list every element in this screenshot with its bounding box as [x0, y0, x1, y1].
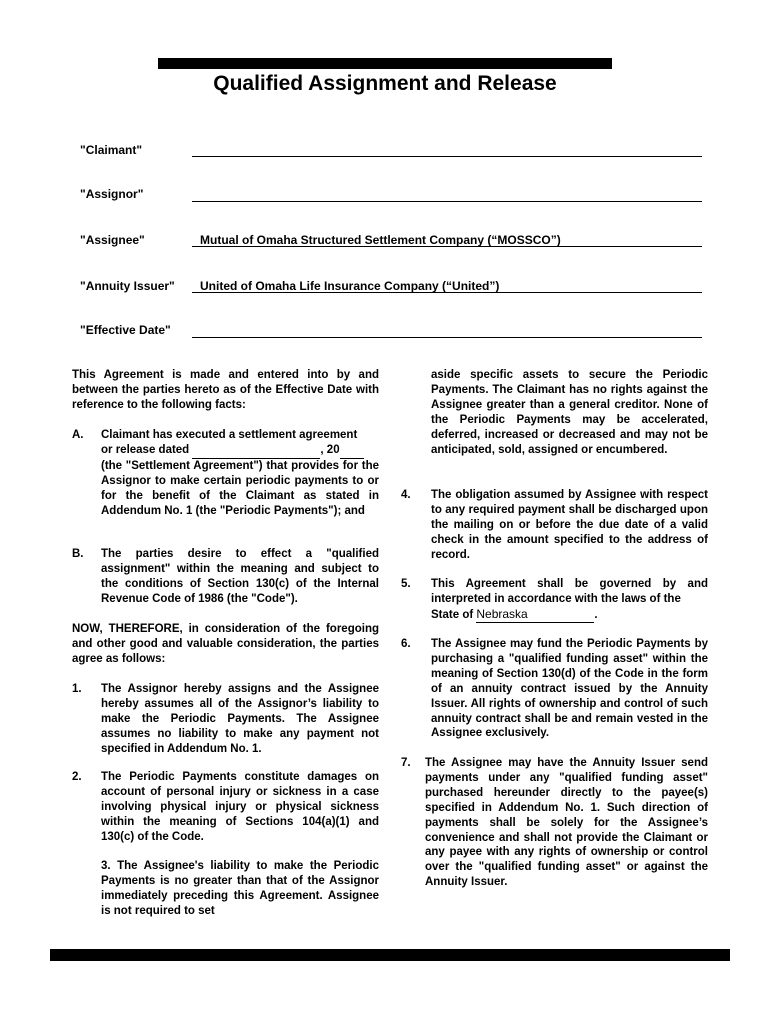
top-rule [158, 58, 612, 69]
item-5 [431, 577, 708, 623]
effective-date-label: "Effective Date" [80, 323, 171, 337]
item-6: The Assignee may fund the Periodic Payments by purchasing a "qualified funding asset" within the meaning of Section 130(d) of the Code in the form of an annuity contract issued by the Annuity Issuer. All rights of ownership and control of such annuity contract shall be and remain vested in the Assignee exclusively. [431, 638, 708, 740]
claimant-label: "Claimant" [80, 143, 143, 157]
item-5-number: 5. [401, 578, 411, 590]
item-b-number: B. [72, 548, 84, 560]
item-2: The Periodic Payments constitute damages on account of personal injury or sickness in a case involving physical injury or physical sickness within the meaning of Sections 104(a)(1) and 130(c) of the Code. [101, 771, 379, 843]
item-7-number: 7. [401, 757, 411, 769]
item-7: The Assignee may have the Annuity Issuer send payments under any "qualified funding asset" purchased hereunder directly to the payee(s) specified in Addendum No. 1. Such direction of payments shall be solely for the Assignee’s convenience and shall not provide the Claimant or any payee with any rights of ownership or control over the "qualified funding asset" or against the Annuity Issuer. [425, 757, 708, 889]
item-a-rest: (the "Settlement Agreement") that provides for the Assignor to make certain periodic payments to or for the benefit of the Claimant as stated in Addendum No. 1 (the "Periodic Payments"); and [101, 459, 379, 517]
assignee-value: Mutual of Omaha Structured Settlement Company (“MOSSCO”) [200, 233, 561, 247]
right-column [401, 368, 708, 928]
assignee-field[interactable] [192, 246, 702, 247]
item-b: The parties desire to effect a "qualified assignment" within the meaning and subject to the conditions of Section 130(c) of the Internal Revenue Code of 1986 (the "Code"). [101, 548, 379, 605]
state-period: . [594, 608, 598, 621]
item-6-number: 6. [401, 638, 411, 650]
release-year-field[interactable] [340, 443, 364, 459]
effective-date-field[interactable] [192, 337, 702, 338]
bottom-rule [50, 949, 730, 961]
state-field[interactable] [476, 607, 594, 623]
claimant-field[interactable] [192, 156, 702, 157]
left-column [72, 368, 379, 928]
document-title: Qualified Assignment and Release [213, 72, 557, 95]
annuity-issuer-value: United of Omaha Life Insurance Company (“United”) [200, 279, 500, 293]
item-a-year-prefix: , 20 [320, 443, 340, 456]
annuity-issuer-field[interactable] [192, 292, 702, 293]
item-4-number: 4. [401, 489, 411, 501]
item-4: The obligation assumed by Assignee with respect to any required payment shall be discharged upon the mailing on or before the due date of a valid check in the amount specified to the address of record. [431, 489, 708, 561]
assignor-label: "Assignor" [80, 187, 144, 201]
intro-paragraph: This Agreement is made and entered into by and between the parties hereto as of the Effective Date with reference to the following facts: [72, 369, 379, 411]
item-3-continued: aside specific assets to secure the Periodic Payments. The Claimant has no rights against the Assignee greater than a general creditor. None of the Periodic Payments may be accelerated, deferred, increased or decreased and may not be anticipated, sold, assigned or encumbered. [431, 369, 708, 456]
assignee-label: "Assignee" [80, 233, 145, 247]
assignor-field[interactable] [192, 201, 702, 202]
now-therefore-paragraph: NOW, THEREFORE, in consideration of the foregoing and other good and valuable consideration, the parties agree as follows: [72, 623, 379, 665]
item-3: 3. The Assignee's liability to make the Periodic Payments is no greater than that of the Assignor immediately preceding this Agreement. Assignee is not required to set [101, 860, 379, 917]
item-2-number: 2. [72, 771, 82, 783]
item-a [101, 428, 379, 518]
item-a-date-label: or release dated [101, 443, 190, 456]
item-5-text: This Agreement shall be governed by and interpreted in accordance with the laws of the [431, 578, 708, 605]
annuity-issuer-label: "Annuity Issuer" [80, 279, 175, 293]
item-a-line-1: Claimant has executed a settlement agreement [101, 429, 358, 441]
item-a-number: A. [72, 429, 84, 441]
state-label: State of [431, 608, 474, 621]
item-1-number: 1. [72, 683, 82, 695]
release-date-field[interactable] [192, 443, 320, 459]
item-1: The Assignor hereby assigns and the Assignee hereby assumes all of the Assignor’s liability to make the Periodic Payments. The Assignee assumes no liability to make any payment not specified in Addendum No. 1. [101, 683, 379, 755]
state-value: Nebraska [476, 606, 528, 621]
